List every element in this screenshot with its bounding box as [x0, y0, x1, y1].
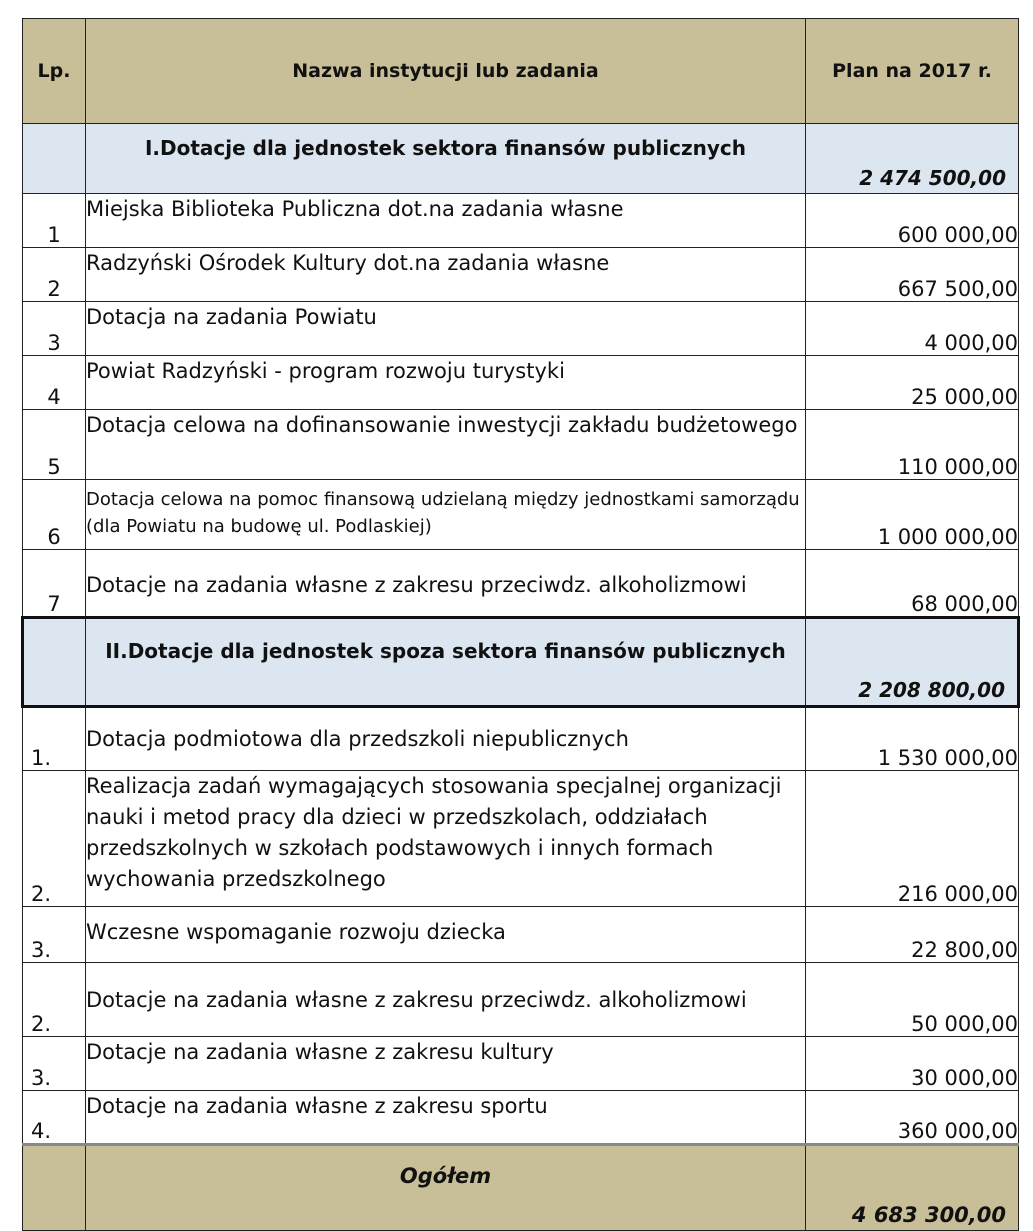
row-lp: 3: [23, 302, 86, 356]
row-lp: 6: [23, 480, 86, 550]
row-lp: 7: [23, 550, 86, 618]
section-1-lp: [23, 124, 86, 194]
row-value: 1 530 000,00: [806, 707, 1019, 771]
row-name: Dotacja na zadania Powiatu: [86, 302, 806, 356]
row-name: Dotacje na zadania własne z zakresu kultury: [86, 1037, 806, 1091]
table-row: [23, 248, 1019, 302]
row-value: 216 000,00: [806, 771, 1019, 907]
section-2-amount: 2 208 800,00: [806, 618, 1019, 707]
section-2-title: II.Dotacje dla jednostek spoza sektora finansów publicznych: [86, 618, 806, 707]
total-row: [23, 1145, 1019, 1231]
row-lp: 1.: [23, 707, 86, 771]
section-1-amount: 2 474 500,00: [806, 124, 1019, 194]
row-value: 4 000,00: [806, 302, 1019, 356]
section-2-header: [23, 618, 1019, 707]
row-value: 68 000,00: [806, 550, 1019, 618]
table-row: [23, 356, 1019, 410]
row-name: Dotacje na zadania własne z zakresu przeciwdz. alkoholizmowi: [86, 550, 806, 618]
row-value: 1 000 000,00: [806, 480, 1019, 550]
row-name: Wczesne wspomaganie rozwoju dziecka: [86, 907, 806, 963]
row-lp: 5: [23, 410, 86, 480]
row-lp: 2: [23, 248, 86, 302]
row-value: 22 800,00: [806, 907, 1019, 963]
table-row: [23, 963, 1019, 1037]
row-value: 110 000,00: [806, 410, 1019, 480]
row-name: Dotacja celowa na pomoc finansową udzielaną między jednostkami samorządu (dla Powiatu na budowę ul. Podlaskiej): [86, 480, 806, 550]
row-value: 30 000,00: [806, 1037, 1019, 1091]
row-name: Dotacja celowa na dofinansowanie inwestycji zakładu budżetowego: [86, 410, 806, 480]
row-lp: 2.: [23, 771, 86, 907]
table-row: [23, 194, 1019, 248]
row-lp: 2.: [23, 963, 86, 1037]
table-row: [23, 707, 1019, 771]
section-1-header: [23, 124, 1019, 194]
table-row: [23, 1037, 1019, 1091]
row-name: Powiat Radzyński - program rozwoju turystyki: [86, 356, 806, 410]
row-name: Realizacja zadań wymagających stosowania specjalnej organizacji nauki i metod pracy dla dzieci w przedszkolach, oddziałach przedszkolnych w szkołach podstawowych i innych formach wychowania przedszkolnego: [86, 771, 806, 907]
total-amount: 4 683 300,00: [806, 1145, 1019, 1231]
table-row: [23, 550, 1019, 618]
table-row: [23, 907, 1019, 963]
row-lp: 1: [23, 194, 86, 248]
budget-table: [21, 18, 1020, 1231]
row-name: Miejska Biblioteka Publiczna dot.na zadania własne: [86, 194, 806, 248]
table-row: [23, 1091, 1019, 1145]
header-name: Nazwa instytucji lub zadania: [86, 19, 806, 124]
header-lp: Lp.: [23, 19, 86, 124]
row-lp: 3.: [23, 1037, 86, 1091]
row-value: 50 000,00: [806, 963, 1019, 1037]
total-lp: [23, 1145, 86, 1231]
row-value: 360 000,00: [806, 1091, 1019, 1145]
table-row: [23, 410, 1019, 480]
row-value: 667 500,00: [806, 248, 1019, 302]
row-lp: 4: [23, 356, 86, 410]
section-2-lp: [23, 618, 86, 707]
table-header-row: [23, 19, 1019, 124]
table-row: [23, 771, 1019, 907]
table-row: [23, 480, 1019, 550]
row-name: Dotacja podmiotowa dla przedszkoli niepublicznych: [86, 707, 806, 771]
total-label: Ogółem: [86, 1145, 806, 1231]
row-value: 600 000,00: [806, 194, 1019, 248]
row-lp: 4.: [23, 1091, 86, 1145]
section-1-title: I.Dotacje dla jednostek sektora finansów publicznych: [86, 124, 806, 194]
row-value: 25 000,00: [806, 356, 1019, 410]
table-row: [23, 302, 1019, 356]
row-name: Dotacje na zadania własne z zakresu przeciwdz. alkoholizmowi: [86, 963, 806, 1037]
row-name: Radzyński Ośrodek Kultury dot.na zadania własne: [86, 248, 806, 302]
header-plan: Plan na 2017 r.: [806, 19, 1019, 124]
row-lp: 3.: [23, 907, 86, 963]
row-name: Dotacje na zadania własne z zakresu sportu: [86, 1091, 806, 1145]
